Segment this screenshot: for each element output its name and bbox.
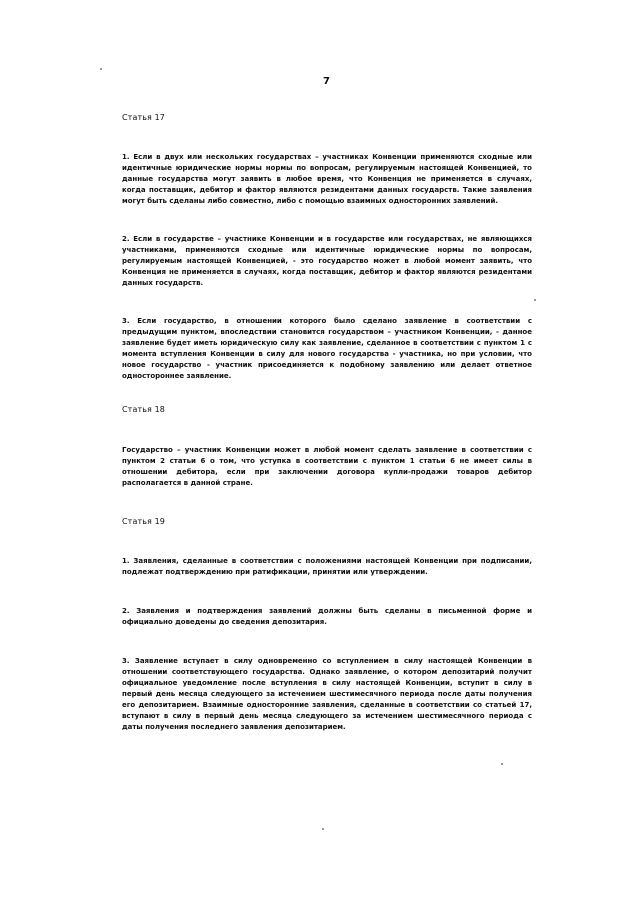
- article-17-paragraph-2: [122, 234, 532, 289]
- text-line: заявление будет иметь юридическую силу как заявление, сделанное в соответствии с пунктом 1 с: [122, 339, 532, 347]
- text-line: Конвенция не применяется в случаях, когда поставщик, дебитор и фактор являются резидентами: [122, 268, 532, 276]
- text-line: идентичные юридические нормы нормы по вопросам, регулируемым настоящей Конвенцией, то: [122, 164, 532, 172]
- text-line: предыдущим пунктом, впоследствии становится государством – участником Конвенции, - данное: [122, 328, 532, 336]
- text-line: регулируемым настоящей Конвенцией, - это государство может в любой момент заявить, что: [122, 257, 532, 265]
- text-line: отношении соответствующего государства. Однако заявление, о котором депозитарий получит: [122, 668, 532, 676]
- scan-speck: [501, 763, 503, 765]
- text-line: вступают в силу в первый день месяца следующего за истечением шестимесячного периода с: [122, 712, 532, 720]
- text-line: официально доведены до сведения депозитария.: [122, 618, 327, 626]
- scan-speck: [534, 299, 536, 301]
- text-line: данных государств.: [122, 279, 204, 287]
- text-line: первый день месяца следующего за истечением шестимесячного периода после даты получения: [122, 690, 532, 698]
- text-line: пунктом 2 статьи 6 о том, что уступка в соответствии с пунктом 1 статьи 6 не имеет силы в: [122, 457, 532, 465]
- article-17-paragraph-3: [122, 316, 532, 382]
- text-line: его депозитарием. Взаимные односторонние заявления, сделанные в соответствии со статьей 17,: [122, 701, 532, 709]
- text-line: 3. Если государство, в отношении которого было сделано заявление в соответствии с: [122, 317, 532, 325]
- text-line: 2. Если в государстве – участнике Конвенции и в государстве или государствах, не являющихся: [122, 235, 532, 243]
- text-line: 1. Если в двух или нескольких государствах – участниках Конвенции применяются сходные или: [122, 153, 532, 161]
- text-line: 1. Заявления, сделанные в соответствии с положениями настоящей Конвенции при подписании,: [122, 557, 532, 565]
- page-number: 7: [323, 76, 330, 87]
- text-line: новое государство - участник присоединяется к подобному заявлению или делает ответное: [122, 361, 532, 369]
- text-line: 3. Заявление вступает в силу одновременно со вступлением в силу настоящей Конвенции в: [122, 657, 532, 665]
- scan-speck: [322, 828, 324, 830]
- text-line: могут быть сделаны либо совместно, либо с помощью взаимных односторонних заявлений.: [122, 197, 499, 205]
- article-19-paragraph-2: [122, 606, 532, 628]
- text-line: официальное уведомление после вступления в силу настоящей Конвенции, вступит в силу в: [122, 679, 532, 687]
- text-line: когда поставщик, дебитор и фактор являются резидентами данных государств. Такие заявления: [122, 186, 532, 194]
- text-line: подлежат подтверждению при ратификации, принятии или утверждении.: [122, 568, 428, 576]
- article-18-paragraph: [122, 445, 532, 489]
- text-line: одностороннее заявление.: [122, 372, 232, 380]
- text-line: даты получения последнего заявления депозитарием.: [122, 723, 346, 731]
- article-19-heading: Статья 19: [122, 517, 165, 526]
- text-line: 2. Заявления и подтверждения заявлений должны быть сделаны в письменной форме и: [122, 607, 532, 615]
- article-18-heading: Статья 18: [122, 405, 165, 414]
- text-line: Государство – участник Конвенции может в любой момент сделать заявление в соответствии с: [122, 446, 532, 454]
- scan-speck: [100, 68, 102, 70]
- text-line: данные государства могут заявить в любое время, что Конвенция не применяется в случаях,: [122, 175, 532, 183]
- text-line: располагается в данной стране.: [122, 479, 253, 487]
- article-19-paragraph-3: [122, 656, 532, 733]
- article-17-paragraph-1: [122, 152, 532, 207]
- article-19-paragraph-1: [122, 556, 532, 578]
- text-line: момента вступления Конвенции в силу для нового государства - участника, но при условии, что: [122, 350, 532, 358]
- article-17-heading: Статья 17: [122, 113, 165, 122]
- text-line: отношении дебитора, если при заключении договора купли-продажи товаров дебитор: [122, 468, 532, 476]
- text-line: участниками, применяются сходные или идентичные юридические нормы по вопросам,: [122, 246, 532, 254]
